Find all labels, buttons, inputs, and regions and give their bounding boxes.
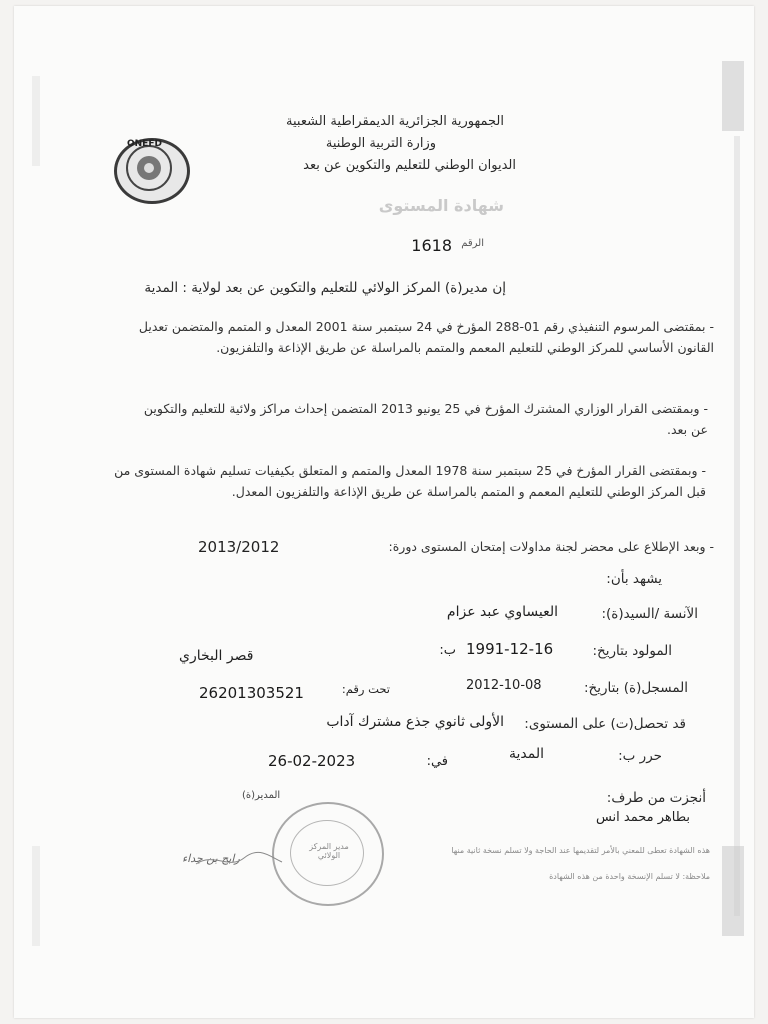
document-page [14, 6, 754, 1018]
republic-title: الجمهورية الجزائرية الديمقراطية الشعبية [286, 114, 504, 129]
birth-place: قصر البخاري [179, 648, 254, 664]
stamp-text: مدير المركز الولائي [309, 842, 349, 860]
birth-place-label: ب: [439, 643, 456, 658]
footer-note-1: هذه الشهادة تعطى للمعني بالأمر لتقديمها عند الحاجة ولا تسلم نسخة ثانية منها [451, 846, 710, 855]
session-label: - وبعد الإطلاع على محضر لجنة مداولات إمتحان المستوى دورة: [388, 539, 714, 554]
logo-text: ONEFD [127, 139, 162, 149]
certify-label: يشهد بأن: [606, 571, 662, 587]
margin-mark [722, 846, 744, 936]
office-title: الديوان الوطني للتعليم والتكوين عن بعد [303, 158, 516, 173]
name-label: الآنسة /السيد(ة): [601, 606, 698, 622]
issue-date: 26-02-2023 [268, 752, 356, 770]
margin-mark [32, 846, 40, 946]
session-value: 2013/2012 [198, 538, 280, 556]
margin-mark [734, 136, 740, 916]
margin-mark [722, 61, 744, 131]
signature-stroke [194, 848, 284, 872]
reference-label: الرقم [461, 238, 484, 249]
date-label: في: [426, 754, 448, 769]
director-signature: رابح بن جداء [182, 852, 240, 865]
level-value: الأولى ثانوي جذع مشترك آداب [326, 714, 504, 730]
document-title: شهادة المستوى [378, 196, 504, 215]
issued-by-label: أنجزت من طرف: [606, 790, 706, 806]
name-value: العيساوي عبد عزام [446, 604, 558, 620]
ministry-title: وزارة التربية الوطنية [325, 136, 436, 151]
paragraph-decision-1978: - وبمقتضى القرار المؤرخ في 25 سبتمبر سنة 1978 المعدل والمتمم و المتعلق بكيفيات تسليم شهادة المستوى من قبل المركز الوطني للتعليم المعمم و المتمم بالمراسلة عن طريق الإذاعة والتلفزيون المعدل. [114, 463, 706, 499]
level-label: قد تحصل(ت) على المستوى: [524, 716, 686, 732]
registered-num-label: تحت رقم: [341, 682, 390, 696]
footer-note-2: ملاحظة: لا تسلم الإنسخة واحدة من هذه الشهادة [549, 872, 710, 881]
registered-number: 26201303521 [199, 684, 304, 702]
paragraph-decree: - بمقتضى المرسوم التنفيذي رقم 01-288 المؤرخ في 24 سبتمبر سنة 2001 المعدل و المتمم والمتضمن تعديل القانون الأساسي للمركز الوطني للتعليم المعمم والمتمم بالمراسلة عن طريق الإذاعة والتلفزيون. [138, 319, 714, 355]
birth-label: المولود بتاريخ: [592, 643, 672, 659]
reference-number: 1618 [411, 236, 452, 255]
director-line: إن مدير(ة) المركز الولائي للتعليم والتكوين عن بعد لولاية : المدية [144, 280, 506, 296]
registered-label: المسجل(ة) بتاريخ: [583, 680, 688, 696]
registered-date: 2012-10-08 [466, 678, 542, 693]
onefd-logo [114, 138, 190, 204]
director-label: المدير(ة) [242, 790, 281, 801]
place-value: المدية [509, 746, 544, 762]
official-stamp [272, 802, 384, 906]
birth-date: 1991-12-16 [466, 640, 554, 658]
place-label: حرر ب: [618, 748, 662, 764]
paragraph-joint-decision: - وبمقتضى القرار الوزاري المشترك المؤرخ في 25 يونيو 2013 المتضمن إحداث مراكز ولائية للتعليم والتكوين عن بعد. [143, 401, 708, 437]
issued-by-name: بطاهر محمد انس [595, 810, 690, 825]
margin-mark [32, 76, 40, 166]
